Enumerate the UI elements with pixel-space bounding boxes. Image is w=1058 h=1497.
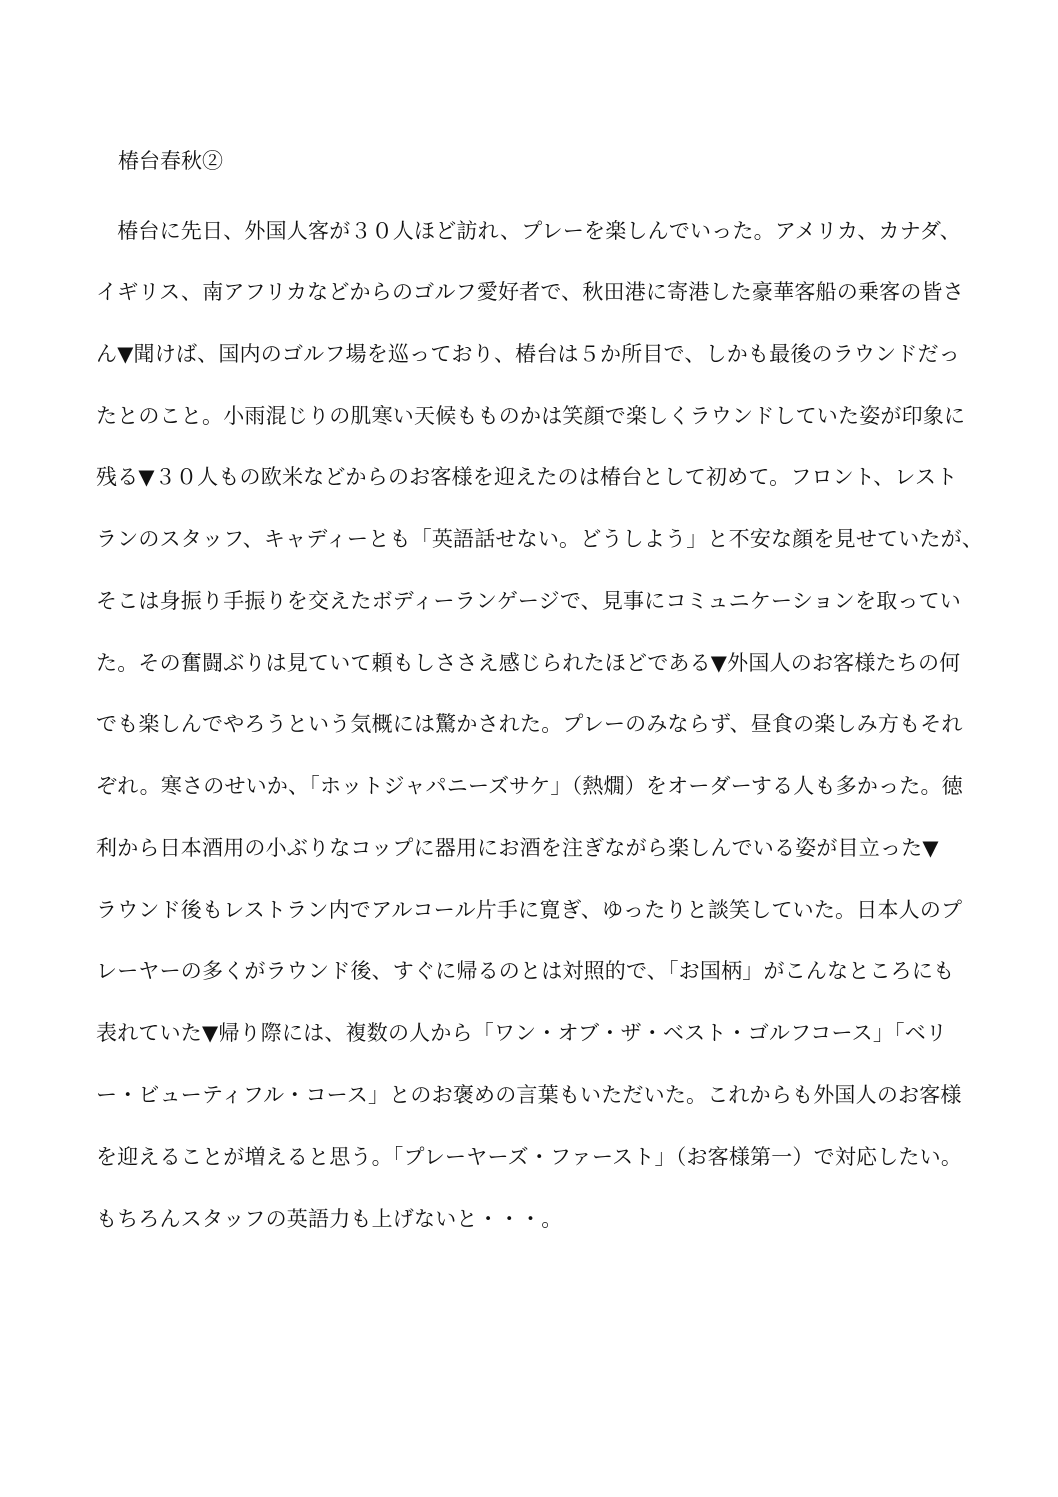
document-title: 椿台春秋② xyxy=(118,149,223,173)
body-line: た。その奮闘ぶりは見ていて頼もしささえ感じられたほどである▼外国人のお客様たちの何 xyxy=(96,651,961,675)
body-line: レーヤーの多くがラウンド後、すぐに帰るのとは対照的で、「お国柄」がこんなところにも xyxy=(96,959,955,983)
body-line: 表れていた▼帰り際には、複数の人から「ワン・オブ・ザ・ベスト・ゴルフコース」「ベリ xyxy=(96,1021,948,1045)
body-line: イギリス、南アフリカなどからのゴルフ愛好者で、秋田港に寄港した豪華客船の乗客の皆さ xyxy=(96,280,964,304)
body-line: 残る▼３０人もの欧米などからのお客様を迎えたのは椿台として初めて。フロント、レスト xyxy=(96,465,958,489)
body-line: ラウンド後もレストラン内でアルコール片手に寛ぎ、ゆったりと談笑していた。日本人のプ xyxy=(96,898,963,922)
body-line: でも楽しんでやろうという気概には驚かされた。プレーのみならず、昼食の楽しみ方もそれ xyxy=(96,712,963,736)
body-line: ランのスタッフ、キャディーとも「英語話せない。どうしよう」と不安な顔を見せていたが、 xyxy=(96,527,984,551)
body-line: ん▼聞けば、国内のゴルフ場を巡っており、椿台は５か所目で、しかも最後のラウンドだっ xyxy=(96,342,960,366)
body-line: ぞれ。寒さのせいか、「ホットジャパニーズサケ」（熱燗）をオーダーする人も多かった。徳 xyxy=(96,774,963,798)
body-line: ー・ビューティフル・コース」とのお褒めの言葉もいただいた。これからも外国人のお客様 xyxy=(96,1083,962,1107)
body-line: を迎えることが増えると思う。「プレーヤーズ・ファースト」（お客様第一）で対応したい。 xyxy=(96,1145,963,1169)
body-line: そこは身振り手振りを交えたボディーランゲージで、見事にコミュニケーションを取ってい xyxy=(96,589,961,613)
body-line: もちろんスタッフの英語力も上げないと・・・。 xyxy=(96,1207,563,1231)
body-line: たとのこと。小雨混じりの肌寒い天候もものかは笑顔で楽しくラウンドしていた姿が印象に xyxy=(96,404,966,428)
body-line: 椿台に先日、外国人客が３０人ほど訪れ、プレーを楽しんでいった。アメリカ、カナダ、 xyxy=(96,219,961,243)
body-line: 利から日本酒用の小ぶりなコップに器用にお酒を注ぎながら楽しんでいる姿が目立った▼ xyxy=(96,836,939,860)
